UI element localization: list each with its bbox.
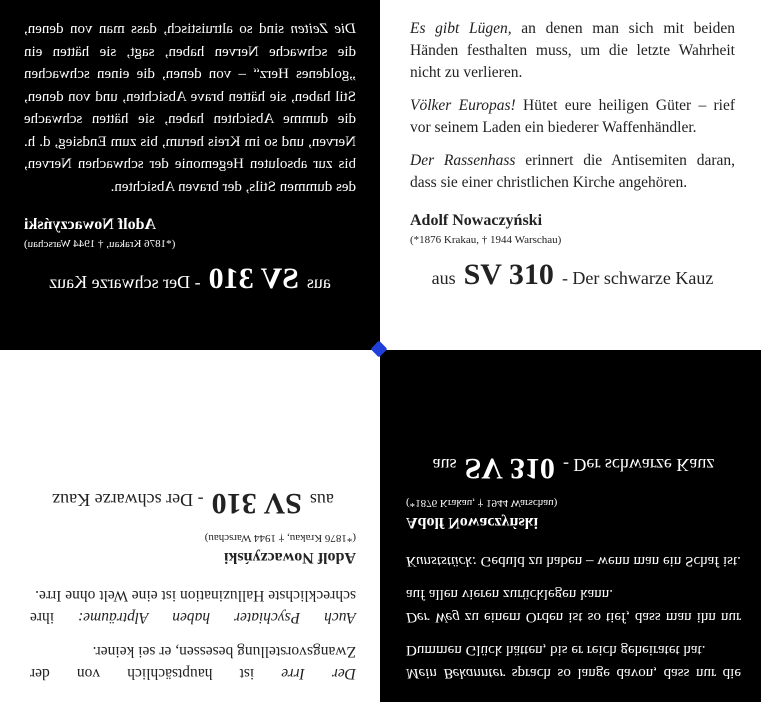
source-prefix: aus xyxy=(306,272,331,292)
source-code: SV 310 xyxy=(463,258,554,291)
aphorism-racial-hatred xyxy=(410,150,735,194)
author-life: (*1876 Krakau, † 1944 Warschau) xyxy=(204,532,356,544)
aphorism-body: ihre schrecklichste Halluzination ist eine Welt ohne Irre. xyxy=(30,587,356,626)
author-life: (*1876 Krakau, † 1944 Warschau) xyxy=(410,234,562,246)
aphorism-medal xyxy=(406,583,741,628)
author-life: (*1876 Krakau, † 1944 Warschau) xyxy=(406,497,558,510)
source-prefix: aus xyxy=(432,455,457,476)
quadrant-top-left xyxy=(0,0,380,350)
aphorism-body: Geduld zu haben – wenn man ein Schaf ist. xyxy=(476,553,741,569)
aphorism-body: Hütet eure heiligen Güter – rief vor seinem Laden ein biederer Waffenhändler. xyxy=(410,97,735,136)
source-code: SV 310 xyxy=(208,262,299,295)
source-line xyxy=(406,452,741,486)
aphorism-europe xyxy=(410,95,735,139)
aphorism-lead: Auch Psychiater haben Alpträume: xyxy=(78,609,356,626)
aphorism-lead: Die Zeiten xyxy=(290,21,356,37)
source-line xyxy=(410,258,735,292)
aphorism-body: ist hauptsächlich von der Zwangsvorstellung besessen, er sei keiner. xyxy=(29,643,356,682)
aphorism-lead: Es gibt Lügen, xyxy=(410,20,512,37)
aphorism-times xyxy=(24,18,356,198)
source-title: - Der schwarze Kauz xyxy=(562,455,715,476)
quadrant-bottom-right xyxy=(380,350,761,702)
aphorism-lead: Der Weg xyxy=(406,609,460,625)
aphorism-body: erinnert die Antisemiten daran, dass sie einer christlichen Kirche angehören. xyxy=(410,152,735,191)
author-name: Adolf Nowaczyński xyxy=(406,514,539,532)
source-prefix: aus xyxy=(431,268,456,288)
aphorism-lead: Mein Bekannter xyxy=(406,665,506,681)
aphorism-madman xyxy=(30,640,356,684)
aphorism-body: an denen man sich mit beiden Händen festhalten muss, um die letzte Wahrheit nicht zu verlieren. xyxy=(410,20,735,81)
quadrant-bottom-left xyxy=(0,350,380,702)
aphorism-psychiatrists xyxy=(30,584,356,628)
aphorism-lead: Völker Europas! xyxy=(410,97,516,114)
aphorism-patience xyxy=(406,550,741,573)
author-name: Adolf Nowaczyński xyxy=(223,549,356,566)
aphorism-body: sprach so lange davon, dass nur die Dummen Glück hätten, bis er reich geheiratet hat. xyxy=(406,642,741,681)
author-name: Adolf Nowaczyński xyxy=(24,216,157,233)
aphorism-body: sind so altruistisch, dass man von denen, die schwache Nerven haben, sagt, sie hätten ein „goldenes Herz“ – von denen, die einen schwachen Stil haben, sie hätten brave Absichten, und von denen, die dumme Absichten haben, sie hätten schwache Nerven, und so im Kreis herum, bis zum Endsieg, d. h. bis zur absoluten Hegemonie der schwachen Nerven, des dummen Stils, der braven Absichten. xyxy=(23,21,356,195)
author-name: Adolf Nowaczyński xyxy=(410,212,543,229)
source-code: SV 310 xyxy=(464,452,555,486)
source-line xyxy=(30,486,356,520)
source-title: - Der schwarze Kauz xyxy=(49,272,201,292)
source-title: - Der schwarze Kauz xyxy=(561,268,714,288)
source-code: SV 310 xyxy=(211,487,302,520)
aphorism-lead: Der Irre xyxy=(281,665,356,682)
aphorism-lies xyxy=(410,18,735,84)
quadrant-top-right xyxy=(380,0,761,350)
source-line xyxy=(24,262,356,296)
aphorism-lead: Kunststück: xyxy=(406,553,477,569)
aphorism-body: zu einem Orden ist so tief, dass man ihn nur auf allen vieren zurücklegen kann. xyxy=(406,586,741,625)
aphorism-lead: Der Rassenhass xyxy=(410,152,516,169)
author-life: (*1876 Krakau, † 1944 Warschau) xyxy=(24,238,176,250)
source-prefix: aus xyxy=(309,490,334,510)
aphorism-acquaintance xyxy=(406,639,741,684)
source-title: - Der schwarze Kauz xyxy=(52,490,204,510)
